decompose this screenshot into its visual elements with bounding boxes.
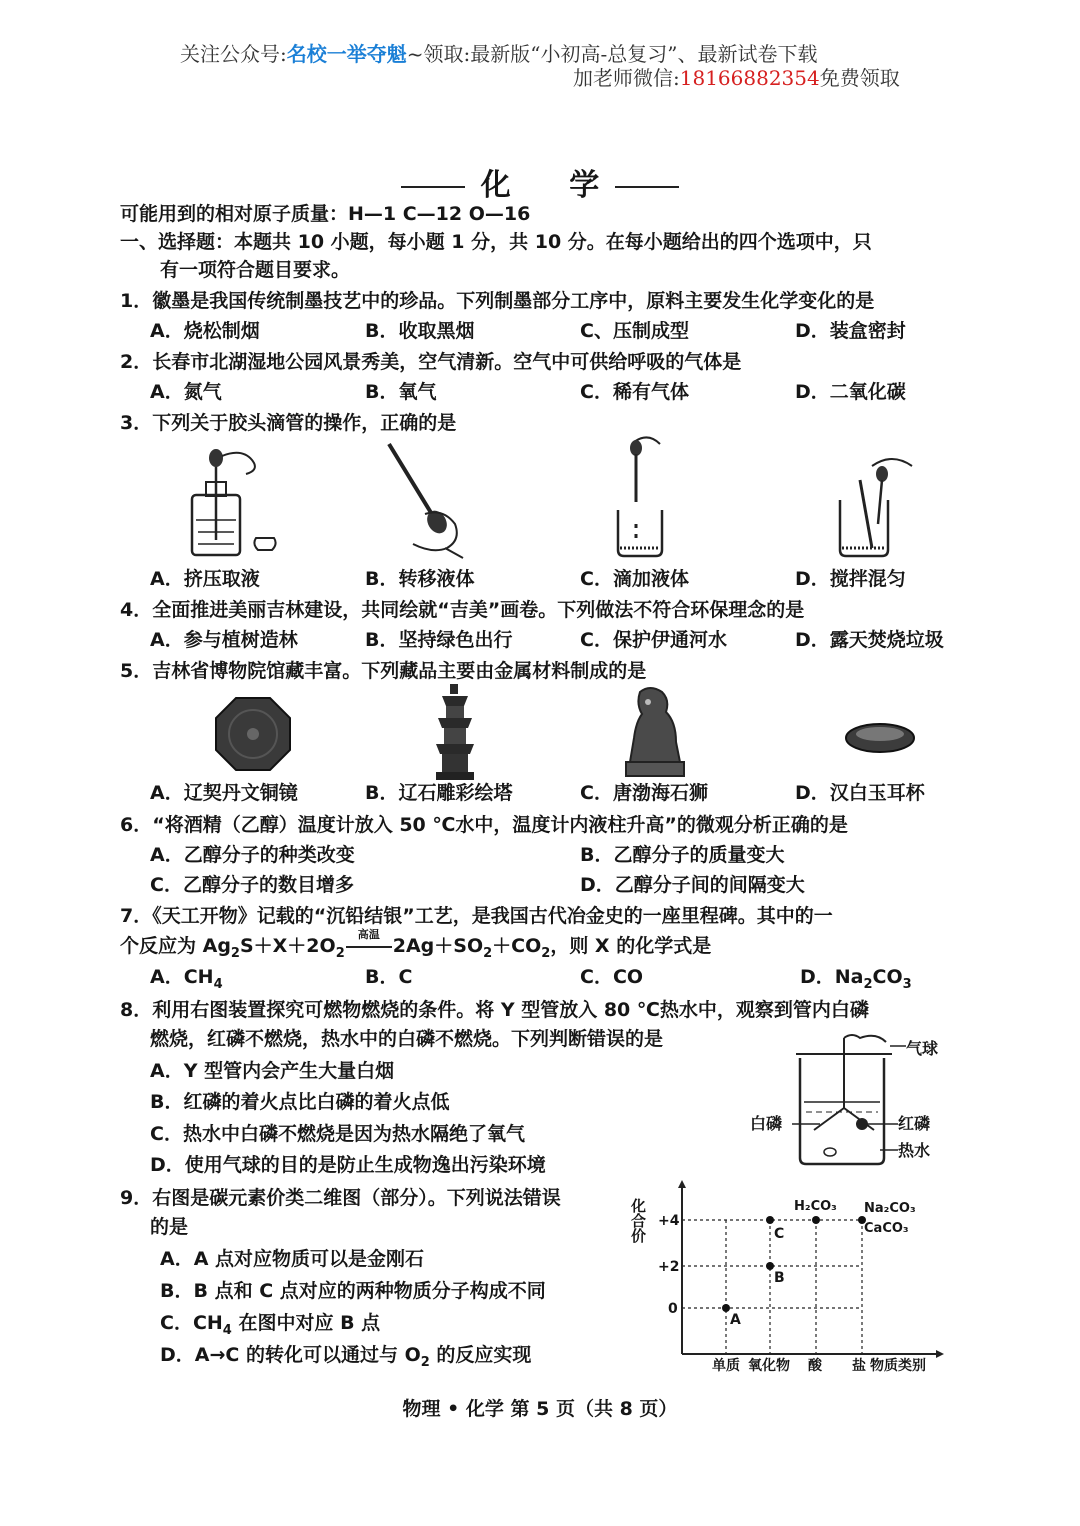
q5-option-c: C．唐渤海石狮	[580, 782, 708, 804]
q4-option-d: D．露天焚烧垃圾	[795, 629, 944, 651]
q5-figure-a-bronze-mirror	[212, 694, 294, 774]
q5-figure-d-jade-cup	[842, 720, 918, 760]
q5-option-b: B．辽石雕彩绘塔	[365, 782, 513, 804]
q6-option-a: A．乙醇分子的种类改变	[150, 844, 355, 866]
q1-option-d: D．装盒密封	[795, 320, 906, 342]
q2-stem: 2．长春市北湖湿地公园风景秀美，空气清新。空气中可供给呼吸的气体是	[120, 351, 742, 373]
label-red-phosphorus: 红磷	[898, 1114, 931, 1133]
atomic-masses: 可能用到的相对原子质量：H—1 C—12 O—16	[120, 203, 531, 225]
label-balloon: 气球	[906, 1039, 939, 1058]
q1-option-b: B．收取黑烟	[365, 320, 475, 342]
q9-option-b: B．B 点和 C 点对应的两种物质分子构成不同	[160, 1280, 546, 1302]
q1-option-a: A．烧松制烟	[150, 320, 260, 342]
q3-figure-d-stir	[830, 450, 920, 560]
q8-option-c: C．热水中白磷不燃烧是因为热水隔绝了氧气	[150, 1123, 525, 1145]
q2-option-a: A．氮气	[150, 381, 222, 403]
q3-stem: 3．下列关于胶头滴管的操作，正确的是	[120, 412, 457, 434]
tick-y-2: +2	[658, 1259, 680, 1275]
tick-x-salt: 盐	[852, 1358, 866, 1374]
title-rule-left	[401, 186, 465, 188]
q9-stem-1: 9．右图是碳元素价类二维图（部分）。下列说法错误	[120, 1187, 561, 1209]
point-a	[722, 1304, 730, 1312]
q7-option-c: C．CO	[580, 966, 644, 988]
q3-figure-c-drop-liquid	[610, 432, 670, 560]
q9-option-c: C．$CH_4$ 在图中对应 B 点	[160, 1312, 381, 1338]
q2-option-c: C．稀有气体	[580, 381, 689, 403]
q6-option-b: B．乙醇分子的质量变大	[580, 844, 785, 866]
q5-figure-b-stone-pagoda	[430, 682, 480, 782]
point-b	[766, 1262, 774, 1270]
point-c	[766, 1216, 774, 1224]
q9-option-a: A．A 点对应物质可以是金刚石	[160, 1248, 425, 1270]
q7-reaction: 个反应为 $Ag_2S+X+2O_2$ 高温 $2Ag+SO_2+CO_2$，则 X 的化学式是	[120, 928, 712, 961]
q5-figure-c-stone-lion	[620, 684, 690, 780]
phone-number: 18166882354	[679, 66, 820, 90]
label-white-phosphorus: 白磷	[750, 1114, 783, 1133]
brand-name: 名校一举夺魁	[286, 42, 407, 66]
tick-y-0: 0	[668, 1301, 678, 1317]
tick-x-acid: 酸	[808, 1358, 822, 1374]
q9-option-d: D．A→C 的转化可以通过与 $O_2$ 的反应实现	[160, 1344, 532, 1370]
q8-option-d: D．使用气球的目的是防止生成物逸出污染环境	[150, 1154, 546, 1176]
q3-figure-a-squeeze-dropper	[180, 440, 290, 560]
q4-option-b: B．坚持绿色出行	[365, 629, 513, 651]
q5-stem: 5．吉林省博物院馆藏丰富。下列藏品主要由金属材料制成的是	[120, 660, 647, 682]
q3-option-b: B．转移液体	[365, 568, 475, 590]
point-b-label: B	[774, 1270, 785, 1286]
tick-x-element: 单质	[712, 1358, 740, 1374]
q7-option-a: A．$CH_4$	[150, 966, 223, 992]
tick-y-4: +4	[658, 1213, 680, 1229]
page-title: 化 学	[0, 160, 1080, 204]
q8-option-a: A．Y 型管内会产生大量白烟	[150, 1060, 395, 1082]
title-rule-right	[615, 186, 679, 188]
q6-option-d: D．乙醇分子间的间隔变大	[580, 874, 805, 896]
q6-option-c: C．乙醇分子的数目增多	[150, 874, 354, 896]
reaction-arrow: 高温	[345, 933, 393, 959]
q3-figure-b-transfer-liquid	[385, 440, 465, 560]
q9-figure-valence-class-chart	[629, 1178, 946, 1374]
x-axis-label: 物质类别	[870, 1358, 926, 1374]
q8-figure-y-tube-apparatus	[748, 1032, 958, 1172]
q5-option-a: A．辽契丹文铜镜	[150, 782, 298, 804]
q8-stem-2: 燃烧，红磷不燃烧，热水中的白磷不燃烧。下列判断错误的是	[150, 1028, 664, 1050]
q2-option-d: D．二氧化碳	[795, 381, 906, 403]
q3-option-c: C．滴加液体	[580, 568, 689, 590]
q9-stem-2: 的是	[150, 1216, 189, 1238]
q7-stem-1: 7．《天工开物》记载的“沉铅结银”工艺，是我国古代冶金史的一座里程碑。其中的一	[120, 905, 833, 927]
point-c-label: C	[774, 1226, 785, 1242]
q4-stem: 4．全面推进美丽吉林建设，共同绘就“吉美”画卷。下列做法不符合环保理念的是	[120, 599, 805, 621]
promo-line-2: 加老师微信:18166882354免费领取	[573, 66, 900, 90]
point-a-label: A	[730, 1312, 741, 1328]
q1-stem: 1．徽墨是我国传统制墨技艺中的珍品。下列制墨部分工序中，原料主要发生化学变化的是	[120, 290, 875, 312]
section-instructions-2: 有一项符合题目要求。	[160, 259, 351, 281]
label-caco3: CaCO₃	[864, 1221, 909, 1236]
label-hot-water: 热水	[898, 1141, 931, 1160]
tick-x-oxide: 氧化物	[748, 1358, 790, 1374]
section-instructions-1: 一、选择题：本题共 10 小题，每小题 1 分，共 10 分。在每小题给出的四个选项中，只	[120, 231, 872, 253]
q2-option-b: B．氧气	[365, 381, 437, 403]
q7-option-b: B．C	[365, 966, 413, 988]
label-h2co3: H₂CO₃	[794, 1199, 837, 1214]
point-h2co3	[812, 1216, 820, 1224]
q4-option-c: C．保护伊通河水	[580, 629, 727, 651]
label-na2co3: Na₂CO₃	[864, 1201, 916, 1216]
q6-stem: 6．“将酒精（乙醇）温度计放入 50 ℃水中，温度计内液柱升高”的微观分析正确的是	[120, 814, 848, 836]
q4-option-a: A．参与植树造林	[150, 629, 298, 651]
q7-option-d: D．$Na_2CO_3$	[800, 966, 912, 992]
q5-option-d: D．汉白玉耳杯	[795, 782, 925, 804]
q3-option-d: D．搅拌混匀	[795, 568, 906, 590]
page-footer: 物理 • 化学 第 5 页（共 8 页）	[402, 1398, 678, 1420]
q8-stem-1: 8．利用右图装置探究可燃物燃烧的条件。将 Y 型管放入 80 ℃热水中，观察到管内白磷	[120, 999, 869, 1021]
q8-option-b: B．红磷的着火点比白磷的着火点低	[150, 1091, 450, 1113]
y-axis-label: 化合价	[629, 1198, 647, 1243]
promo-line-1: 关注公众号:名校一举夺魁~领取:最新版“小初高-总复习”、最新试卷下载	[180, 42, 818, 66]
q3-option-a: A．挤压取液	[150, 568, 260, 590]
q1-option-c: C、压制成型	[580, 320, 689, 342]
